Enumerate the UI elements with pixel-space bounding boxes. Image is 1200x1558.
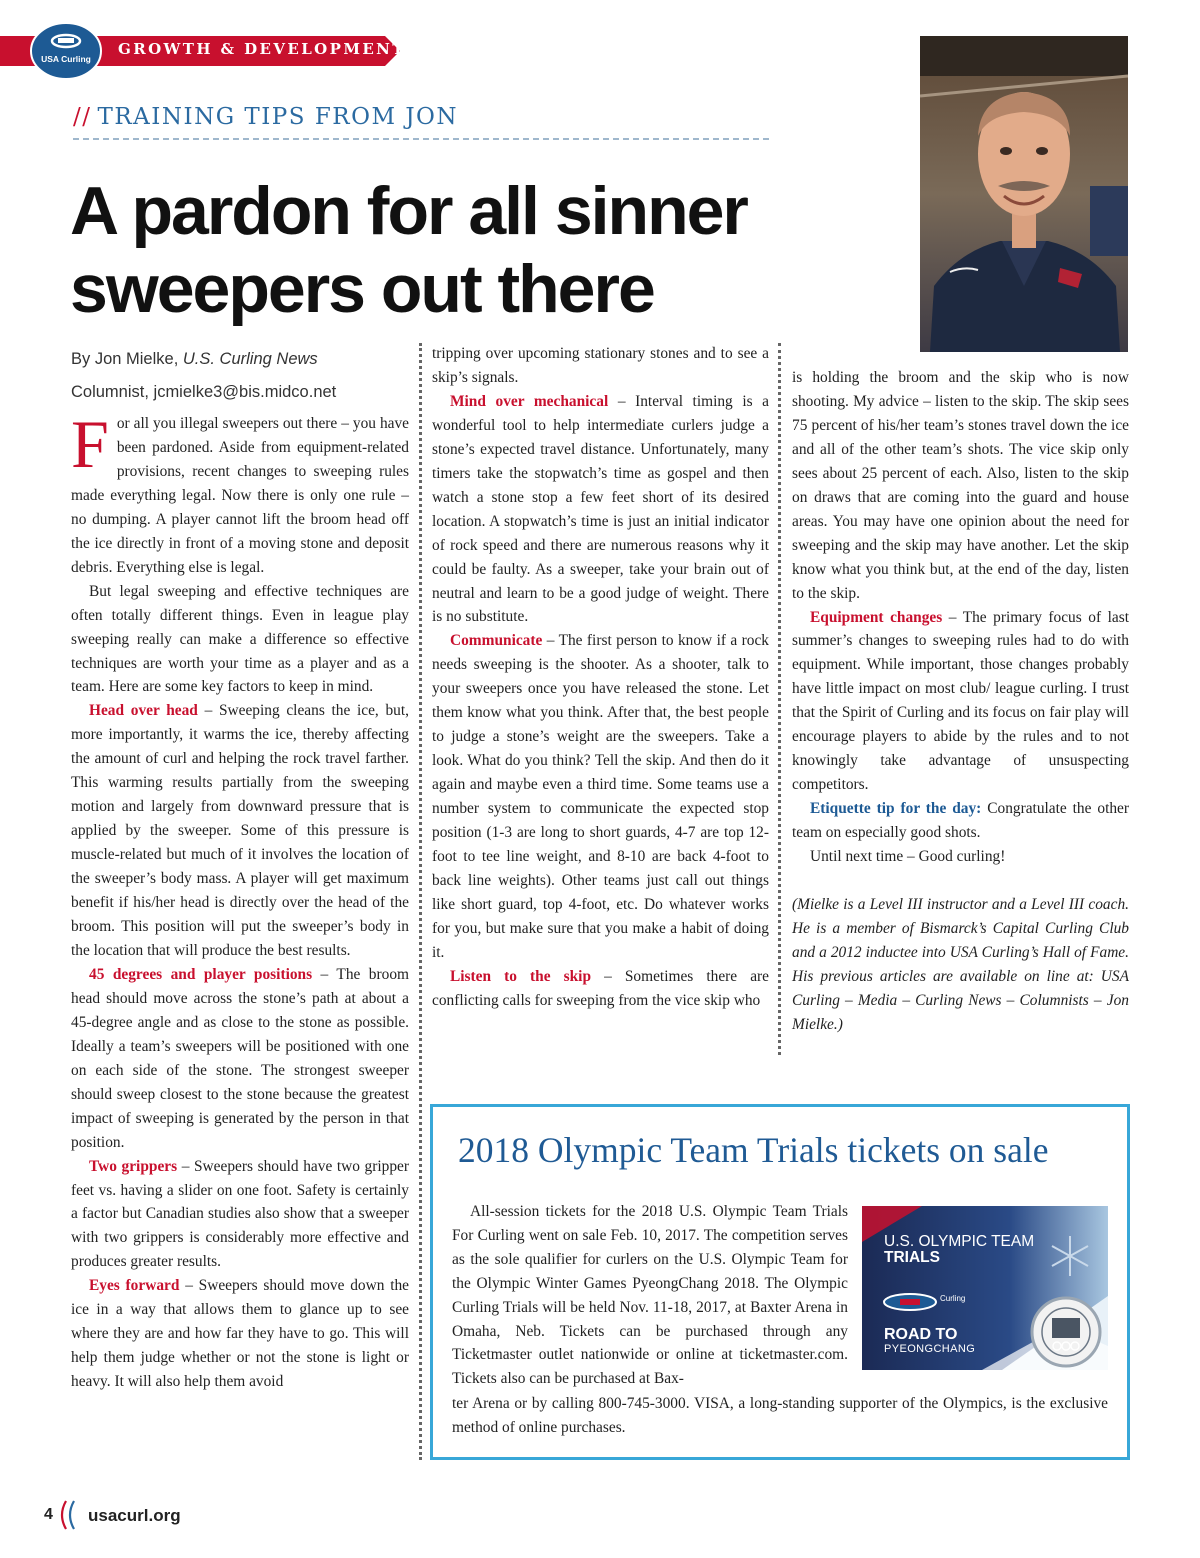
- byline-author: [71, 350, 318, 369]
- box-text: All-session tickets for the 2018 U.S. Olympic Team Trials For Curling went on sale Feb. 10, 2017. The competition serves as the sole qualifier for curlers on the U.S. Olympic Team for the Olympic Winter Games PyeongChang 2018. The Olympic Curling Trials will be held Nov. 11-18, 2017, at Baxter Arena in Omaha, Neb. Tickets can be purchased through any Ticketmaster outlet nationwide or online at ticketmaster.com. Tickets also can be purchased at Bax-: [452, 1203, 848, 1388]
- tip-eyes-forward: Eyes forward – Sweepers should move down the ice in a way that allows them to glance up to see where they are and how far they have to go. This will help them judge whether or not the stone is light or heavy. It will also help them avoid: [71, 1277, 409, 1391]
- headline-line-1: A pardon for all sinner: [70, 173, 747, 249]
- column-separator: [778, 343, 781, 1055]
- author-photo: [920, 36, 1128, 352]
- etiquette-tip: Etiquette tip for the day: Congratulate the other team on especially good shots.: [792, 800, 1129, 842]
- section-label: GROWTH & DEVELOPMENT: [118, 40, 406, 58]
- headline-line-2: sweepers out there: [70, 251, 654, 327]
- article-column-2: [432, 342, 769, 1013]
- ad-curling-label: Curling: [940, 1294, 966, 1303]
- ad-line-4: PYEONGCHANG: [884, 1343, 976, 1355]
- kicker-divider: [73, 138, 769, 140]
- tip-title: Two grippers: [89, 1157, 178, 1175]
- tip-head-over-head: Head over head – Sweeping cleans the ice, but, more importantly, it warms the ice, thereby affecting the amount of curl and helping the rock travel farther. This warming results partially from the sweeping motion and largely from downward pressure that is applied by the sweeper. Some of this pressure is muscle-related but much of it involves the location of the sweeper’s body mass. A player will get maximum benefit if his/her head is directly over the head of the broom. This position will put the sweeper’s body in the location that will produce the best results.: [71, 702, 409, 959]
- tip-listen-to-skip: Listen to the skip – Sometimes there are conflicting calls for sweeping from the vice skip who: [432, 967, 769, 1009]
- etiquette-title: Etiquette tip for the day:: [810, 800, 982, 818]
- kicker-slashes: //: [73, 104, 92, 130]
- tip-title: 45 degrees and player positions: [89, 965, 313, 983]
- author-bio: (Mielke is a Level III instructor and a Level III coach. He is a member of Bismarck’s Capital Curling Club and a 2012 inductee into USA Curling’s Hall of Fame. His previous articles are available on line at: USA Curling – Media – Curling News – Columnists – Jon Mielke.): [792, 896, 1129, 1033]
- byline-publication: U.S. Curling News: [182, 350, 318, 368]
- kicker-text: TRAINING TIPS FROM JON: [97, 104, 459, 130]
- tip-communicate: Communicate – The first person to know if a rock needs sweeping is the shooter. As a shooter, talk to your sweepers once you have released the stone. Let them know what you think. After that, the best people to judge a stone’s weight are the sweepers. Take a look. What do you think? Tell the skip. And then do it again and maybe even a third time. Some teams use a number system to communicate the expected stop position (1-3 are long to short guards, 4-7 are top 12-foot to tee line weight, and 8-10 are back 4-foot to back line weights). Other teams just call out things like short guard, top 4-foot, etc. Do whatever works for you, but make sure that you make a habit of doing it.: [432, 632, 769, 961]
- drop-cap: F: [71, 406, 109, 482]
- tip-title: Listen to the skip: [450, 967, 592, 985]
- usa-curling-logo: [30, 22, 102, 80]
- tip-title: Head over head: [89, 702, 198, 720]
- svg-text:USA Curling: USA Curling: [41, 54, 91, 64]
- byline-email: Columnist, jcmielke3@bis.midco.net: [71, 383, 337, 401]
- ad-line-2: TRIALS: [884, 1249, 940, 1266]
- tip-45-degrees: 45 degrees and player positions – The broom head should move across the stone’s path at about a 45-degree angle and as close to the stone as possible. Ideally a team’s sweepers will be positioned with one on each side of the stone. The strongest sweeper should sweep closest to the stone because the greatest impact of sweeping is generated by the person in that position.: [71, 965, 409, 1151]
- tip-title: Equipment changes: [810, 608, 943, 626]
- ad-line-3: ROAD TO: [884, 1326, 958, 1343]
- article-column-3: [792, 366, 1129, 1037]
- ad-line-1: U.S. OLYMPIC TEAM: [884, 1233, 1035, 1250]
- column-kicker: [73, 104, 458, 130]
- site-url: usacurl.org: [88, 1506, 181, 1525]
- byline-prefix: By Jon Mielke,: [71, 350, 183, 368]
- paragraph-continued: tripping over upcoming stationary stones and to see a skip’s signals.: [432, 345, 769, 386]
- page-number: 4: [44, 1506, 53, 1523]
- footer-parenthesis-icon: [60, 1499, 82, 1531]
- paragraph-continued: is holding the broom and the skip who is now shooting. My advice – listen to the skip. The skip sees 75 percent of his/her team’s stones travel down the ice and all of the other team’s shots. The vice skip only sees about 25 percent of each. Also, listen to the skip on draws that are coming into the guard and house areas. You may have one opinion about the need for sweeping and the skip may have another. Let the skip know what you think but, at the end of the day, listen to the skip.: [792, 369, 1129, 602]
- paragraph: But legal sweeping and effective techniques are often totally different things. Even in league play sweeping really can make a difference so effective techniques are worth your time as a player and as a team. Here are some key factors to keep in mind.: [71, 582, 409, 696]
- headline: [70, 172, 930, 328]
- tip-title: Communicate: [450, 632, 543, 650]
- tip-mind-over-mechanical: Mind over mechanical – Interval timing is a wonderful tool to help intermediate curlers judge a stone’s expected travel distance. Unfortunately, many timers take the stopwatch’s time as gospel and then watch a stone stop a few feet short of its desired location. A stopwatch’s time is just an initial indicator of rock speed and there are numerous reasons why it could be faulty. As a sweeper, take your brain out of neutral and learn to be a good judge of weight. There is no substitute.: [432, 392, 769, 626]
- box-text-continued: ter Arena or by calling 800-745-3000. VISA, a long-standing supporter of the Olympics, is the exclusive method of online purchases.: [452, 1395, 1108, 1436]
- intro-paragraph: For all you illegal sweepers out there – you have been pardoned. Aside from equipment-related provisions, recent changes to sweeping rules made everything legal. Now there is only one rule – no dumping. A player cannot lift the broom head off the ice directly in front of a moving stone and deposit debris. Everything else is legal.: [71, 406, 409, 576]
- tip-two-grippers: Two grippers – Sweepers should have two gripper feet vs. having a slider on one foot. Safety is certainly a factor but Canadian studies also show that a sweeper with two grippers is considerably more effective and produces greater results.: [71, 1157, 409, 1271]
- tip-title: Eyes forward: [89, 1277, 180, 1295]
- column-separator: [419, 343, 422, 1460]
- tip-equipment-changes: Equipment changes – The primary focus of last summer’s changes to sweeping rules had to do with equipment. While important, those changes probably have little impact on most club/ league curling. I trust that the Spirit of Curling and its focus on fair play will encourage players to abide by the rules and to not knowingly take advantage of unsuspecting competitors.: [792, 608, 1129, 794]
- article-column-1: [71, 406, 409, 1394]
- box-title: 2018 Olympic Team Trials tickets on sale: [458, 1130, 1049, 1170]
- tip-title: Mind over mechanical: [450, 392, 609, 410]
- signoff: Until next time – Good curling!: [810, 848, 1006, 866]
